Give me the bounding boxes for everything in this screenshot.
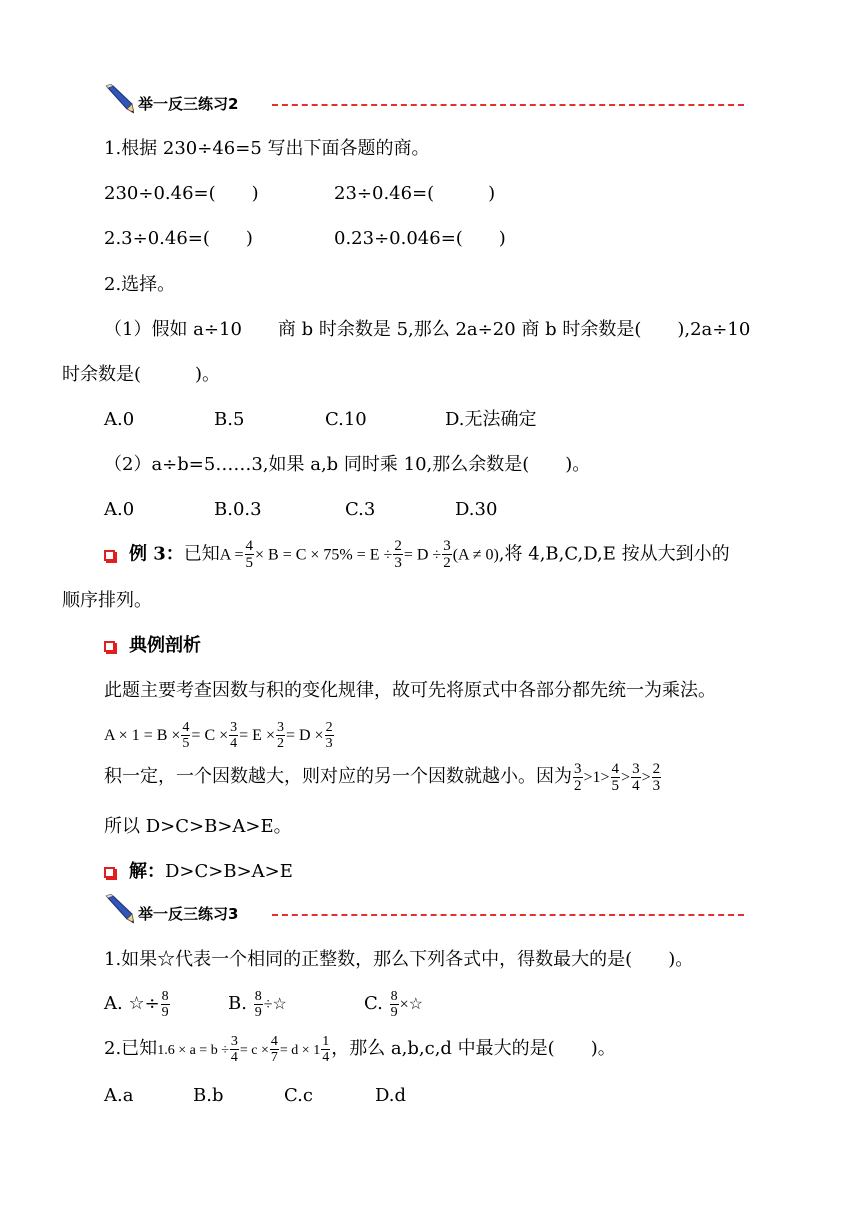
numerator: 4 [182,719,190,735]
option: B.0.3 [214,499,262,520]
numerator: 3 [230,1033,238,1049]
fraction [229,720,238,751]
option-b [228,986,287,1023]
option: B.b [193,1085,224,1106]
section-title: 举一反三练习2 [138,95,239,113]
option: D.30 [455,499,498,520]
denominator: 9 [161,1004,169,1020]
numerator: 8 [390,988,398,1004]
analysis-formula [104,718,335,753]
example-3-line-1 [104,538,730,572]
analysis-heading: 典例剖析 [129,635,201,656]
denominator: 4 [322,1049,330,1065]
formula-part: = c × [239,1043,269,1058]
square-bullet-icon [104,550,115,561]
numerator: 2 [652,760,661,777]
denominator: 9 [254,1004,262,1020]
pencil-icon [104,84,134,114]
denominator: 3 [325,735,333,751]
option-b-suffix: ÷☆ [263,996,287,1013]
numerator: 3 [230,719,238,735]
numerator: 4 [270,1033,278,1049]
fraction [181,720,190,751]
formula-part: A × 1 = B × [104,727,181,744]
fraction [393,538,403,571]
comparison: >1> [583,769,610,786]
denominator: 2 [276,735,284,751]
fraction [270,1034,279,1065]
formula-part: 1.6 × a = b ÷ [157,1043,229,1058]
question-4-suffix: ，那么 a,b,c,d 中最大的是( )。 [331,1038,616,1059]
formula-part: = E × [239,727,275,744]
numerator: 8 [254,988,262,1004]
option: C.c [284,1085,313,1106]
numerator: 3 [574,760,582,777]
option: B.5 [214,409,245,430]
section-header-practice-2 [104,92,744,118]
numerator: 8 [161,988,169,1004]
dashed-divider [272,104,744,106]
numerator: 2 [394,538,402,554]
option: A.0 [104,499,135,520]
example-label: 例 3： [129,543,184,565]
example-3-line-2: 顺序排列。 [62,590,152,611]
option: C.3 [345,499,376,520]
question-1-item-d: 0.23÷0.046=( ) [334,228,506,249]
fraction [325,720,334,751]
denominator: 3 [394,555,402,571]
question-1-stem: 1.根据 230÷46=5 写出下面各题的商。 [104,138,430,159]
option: C.10 [325,409,367,430]
question-1-item-b: 23÷0.46=( ) [334,183,496,204]
formula-part: = C × [191,727,229,744]
denominator: 4 [230,735,238,751]
comparison: > [641,769,651,786]
question-2-stem: 2.选择。 [104,274,176,295]
denominator: 4 [230,1049,238,1065]
question-4-prefix: 2.已知 [104,1038,158,1059]
section-header-practice-3 [104,902,744,928]
numerator: 3 [443,538,451,554]
pencil-icon [104,894,134,924]
denominator: 2 [574,777,582,794]
section-title: 举一反三练习3 [138,905,239,923]
fraction [611,761,621,794]
option: A.0 [104,409,135,430]
formula-part: = D × [285,727,324,744]
denominator: 3 [652,777,661,794]
option-a [104,988,171,1020]
fraction [161,989,170,1020]
question-2-part-2-line: （2）a÷b=5……3,如果 a,b 同时乘 10,那么余数是( )。 [104,454,591,475]
numerator: 4 [245,538,253,554]
fraction [390,989,399,1020]
fraction [652,761,662,794]
question-1-item-c: 2.3÷0.46=( ) [104,228,253,249]
question-2-part-1-line-1: （1）假如 a÷10 商 b 时余数是 5,那么 2a÷20 商 b 时余数是( ),2a÷10 [104,319,751,340]
formula-part: × B = C × 75% = E ÷ [255,546,393,564]
example-suffix: ,将 4,B,C,D,E 按从大到小的 [498,543,730,565]
question-1-item-a: 230÷0.46=( ) [104,183,259,204]
denominator: 2 [443,555,451,571]
formula-part: = D ÷ [403,546,442,564]
solution-row [104,860,293,884]
denominator: 7 [270,1049,278,1065]
formula-part: (A ≠ 0) [452,546,499,564]
option-c-suffix: ×☆ [399,996,423,1013]
numerator: 3 [276,719,284,735]
comparison: > [621,769,631,786]
solution-label: 解： [129,861,165,882]
option-c-label: C. [364,993,383,1014]
fraction [230,1034,239,1065]
question-2-part-1-line-2: 时余数是( )。 [62,364,221,385]
numerator: 4 [611,760,620,777]
fraction [276,720,285,751]
denominator: 5 [182,735,190,751]
denominator: 5 [245,555,253,571]
question-3-options [104,986,171,1022]
question-3-stem: 1.如果☆代表一个相同的正整数，那么下列各式中，得数最大的是( )。 [104,949,694,970]
fraction [321,1034,330,1065]
fraction [254,989,263,1020]
fraction [245,538,255,571]
analysis-text-2 [104,760,662,795]
option-b-label: B. [228,993,247,1014]
square-bullet-icon [104,867,115,878]
analysis-heading-row [104,634,201,658]
option: D.无法确定 [445,409,537,430]
formula-part: = d × 1 [279,1043,321,1058]
option-a-text: A. ☆÷ [104,993,160,1014]
question-4-stem [104,1032,616,1068]
analysis-text-3: 所以 D>C>B>A>E。 [104,816,292,837]
example-prefix: 已知 [183,543,220,565]
formula-part: A = [219,546,244,564]
denominator: 5 [611,777,620,794]
fraction [442,538,452,571]
numerator: 2 [325,719,333,735]
fraction [573,761,583,794]
square-bullet-icon [104,641,115,652]
dashed-divider [272,914,744,916]
numerator: 1 [322,1033,330,1049]
option-c [364,986,423,1023]
solution-answer: D>C>B>A>E [165,861,293,882]
analysis-text-1: 此题主要考查因数与积的变化规律，故可先将原式中各部分都先统一为乘法。 [104,680,716,701]
denominator: 4 [632,777,640,794]
analysis-text-2-words: 积一定，一个因数越大，则对应的另一个因数就越小。因为 [104,766,572,787]
numerator: 3 [632,760,640,777]
fraction [631,761,641,794]
option: D.d [375,1085,407,1106]
option: A.a [104,1085,134,1106]
denominator: 9 [390,1004,398,1020]
